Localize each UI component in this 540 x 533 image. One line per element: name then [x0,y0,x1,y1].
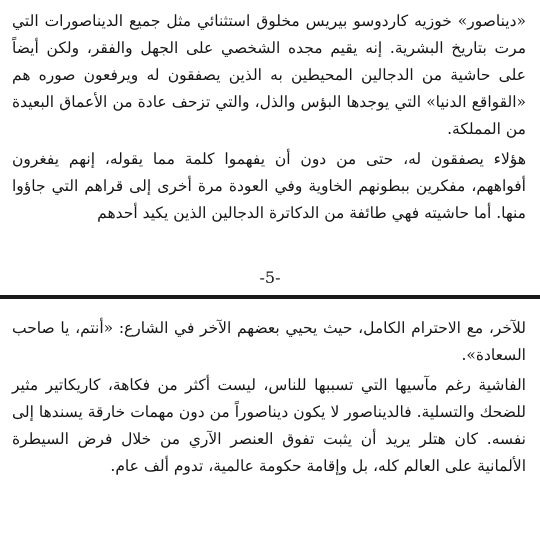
bottom-paragraph-2: الفاشية رغم مآسيها التي تسببها للناس، ليست أكثر من فكاهة، كاريكاتير مثير للضحك والتسلية. فالديناصور لا يكون ديناصوراً من دون مهمات خارقة يسندها إلى نفسه. كان هتلر يريد أن يثبت تفوق العنصر الآري من خلال فرض السيطرة الألمانية على العالم كله، بل وإقامة حكومة عالمية، تدوم ألف عام. [12,376,526,475]
top-paragraph-2: هؤلاء يصفقون له، حتى من دون أن يفهموا كلمة مما يقوله، إنهم يفغرون أفواههم، مفكرين ببطونهم الخاوية وفي العودة مرة أخرى إلى قراهم التي جاؤوا منها. أما حاشيته فهي طائفة من الدكاترة الدجالين الذين يكيد أحدهم [12,150,526,222]
top-paragraph-1: «ديناصور» خوزيه كاردوسو بيريس مخلوق استثنائي مثل جميع الديناصورات التي مرت بتاريخ البشرية. إنه يقيم مجده الشخصي على الجهل والفقر، ولكن أيضاً على حاشية من الدجالين المحيطين به الذين يصفقون له ويرفعون صوره هم «القواقع الدنيا» التي يوجدها البؤس والذل، والتي تزحف عادة من الأعماق البعيدة من المملكة. [12,12,526,138]
bottom-page [0,299,540,533]
bottom-paragraph-1: للآخر، مع الاحترام الكامل، حيث يحيي بعضهم الآخر في الشارع: «أنتم، يا صاحب السعادة». [12,319,526,364]
page-number: -5- [259,268,281,287]
